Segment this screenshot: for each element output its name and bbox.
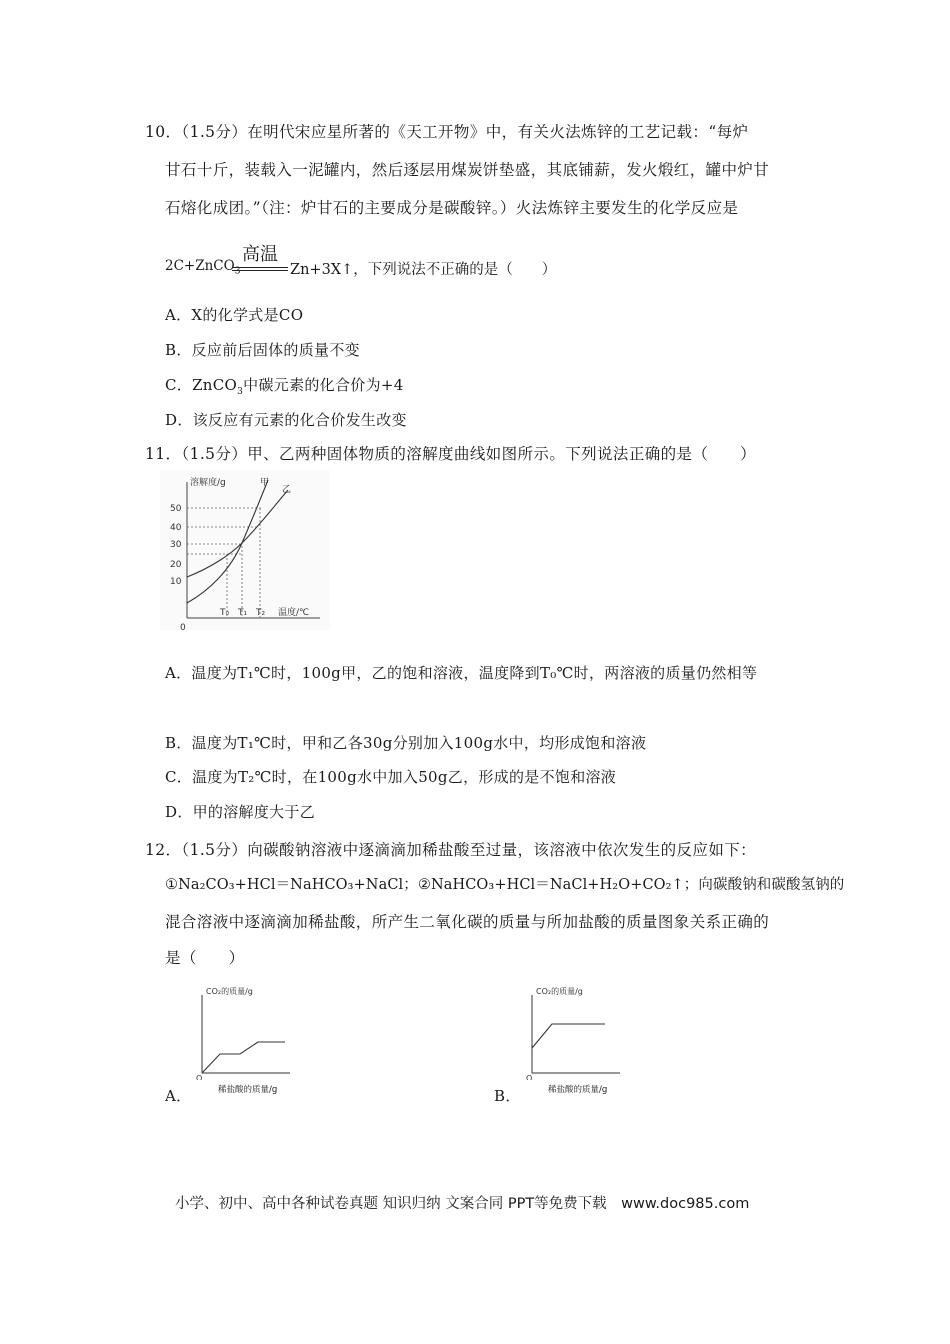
curve-b-label: 乙 bbox=[282, 485, 292, 495]
q12-line3: 混合溶液中逐滴滴加稀盐酸，所产生二氧化碳的质量与所加盐酸的质量图象关系正确的 bbox=[165, 913, 770, 931]
y-axis-label: 溶解度/g bbox=[190, 478, 226, 488]
graph-b-y-label: CO₂的质量/g bbox=[536, 987, 583, 996]
x-tick-t2: T₂ bbox=[256, 608, 266, 618]
y-tick-50: 50 bbox=[170, 504, 182, 514]
equals-sign bbox=[232, 267, 288, 271]
q12-line2: ①Na₂CO₃+HCl＝NaHCO₃+NaCl；②NaHCO₃+HCl＝NaCl+H₂O+CO₂↑；向碳酸钠和碳酸氢钠的 bbox=[165, 877, 845, 893]
q10-line2: 甘石十斤，装载入一泥罐内，然后逐层用煤炭饼垫盛，其底铺薪，发火煅红，罐中炉甘 bbox=[165, 161, 770, 179]
q10-equation bbox=[165, 258, 240, 277]
y-tick-10: 10 bbox=[170, 577, 182, 587]
q12-line1: 12．（1.5分）向碳酸钠溶液中逐滴滴加稀盐酸至过量，该溶液中依次发生的反应如下： bbox=[145, 841, 757, 859]
curve-a-label: 甲 bbox=[260, 478, 270, 488]
graph-b-line bbox=[532, 1024, 605, 1048]
equation-left-sub: 3 bbox=[234, 266, 241, 277]
equation-left: 2C+ZnCO bbox=[165, 258, 235, 274]
graph-a-line bbox=[202, 1042, 285, 1073]
origin-label: 0 bbox=[180, 623, 186, 630]
q10-option-a[interactable]: A．X的化学式是CO bbox=[165, 306, 304, 324]
q10-option-c[interactable] bbox=[165, 374, 404, 397]
x-axis-label: 温度/℃ bbox=[278, 608, 310, 618]
q12-line4: 是（ ） bbox=[165, 949, 245, 967]
y-tick-20: 20 bbox=[170, 560, 182, 570]
graph-a-x-label: 稀盐酸的质量/g bbox=[218, 1085, 278, 1095]
page-footer: 小学、初中、高中各种试卷真题 知识归纳 文案合同 PPT等免费下载 www.doc985.com bbox=[175, 1196, 750, 1212]
q10-option-b[interactable]: B．反应前后固体的质量不变 bbox=[165, 341, 360, 359]
condition-label: 高温 bbox=[242, 244, 278, 265]
graph-a-y-label: CO₂的质量/g bbox=[206, 987, 253, 996]
q11-option-d[interactable]: D．甲的溶解度大于乙 bbox=[165, 803, 316, 821]
q12-graph-b bbox=[520, 980, 630, 1080]
solubility-chart bbox=[160, 470, 330, 630]
graph-b-x-label: 稀盐酸的质量/g bbox=[548, 1085, 608, 1095]
graph-b-origin: O bbox=[526, 1074, 533, 1080]
y-tick-40: 40 bbox=[170, 523, 182, 533]
q12-option-a[interactable]: A． bbox=[165, 1087, 192, 1105]
q11-option-a[interactable]: A．温度为T₁℃时，100g甲，乙的饱和溶液，温度降到T₀℃时，两溶液的质量仍然相等 bbox=[165, 664, 758, 682]
x-tick-t0: T₀ bbox=[220, 608, 230, 618]
q10-option-d[interactable]: D．该反应有元素的化合价发生改变 bbox=[165, 411, 407, 429]
q11-option-b[interactable]: B．温度为T₁℃时，甲和乙各30g分别加入100g水中，均形成饱和溶液 bbox=[165, 734, 647, 752]
option-c-post: 中碳元素的化合价为+4 bbox=[243, 376, 404, 394]
option-c-pre: C．ZnCO bbox=[165, 376, 238, 394]
q10-line3: 石熔化成团。”（注：炉甘石的主要成分是碳酸锌。）火法炼锌主要发生的化学反应是 bbox=[165, 199, 739, 217]
equation-right: Zn+3X↑，下列说法不正确的是（ ） bbox=[290, 262, 557, 278]
y-tick-30: 30 bbox=[170, 540, 182, 550]
q11-option-c[interactable]: C．温度为T₂℃时，在100g水中加入50g乙，形成的是不饱和溶液 bbox=[165, 768, 617, 786]
reaction-condition bbox=[232, 240, 288, 271]
x-tick-t1: T₁ bbox=[238, 608, 248, 618]
q10-line1: 10．（1.5分）在明代宋应星所著的《天工开物》中，有关火法炼锌的工艺记载：“每炉 bbox=[145, 123, 749, 141]
chart-background bbox=[160, 470, 330, 630]
q12-option-b[interactable]: B． bbox=[494, 1087, 521, 1105]
q12-graph-a bbox=[190, 980, 300, 1080]
graph-a-origin: O bbox=[196, 1074, 203, 1080]
q11-stem: 11．（1.5分）甲、乙两种固体物质的溶解度曲线如图所示。下列说法正确的是（ ） bbox=[145, 445, 757, 463]
option-c-sub: 3 bbox=[237, 387, 244, 397]
